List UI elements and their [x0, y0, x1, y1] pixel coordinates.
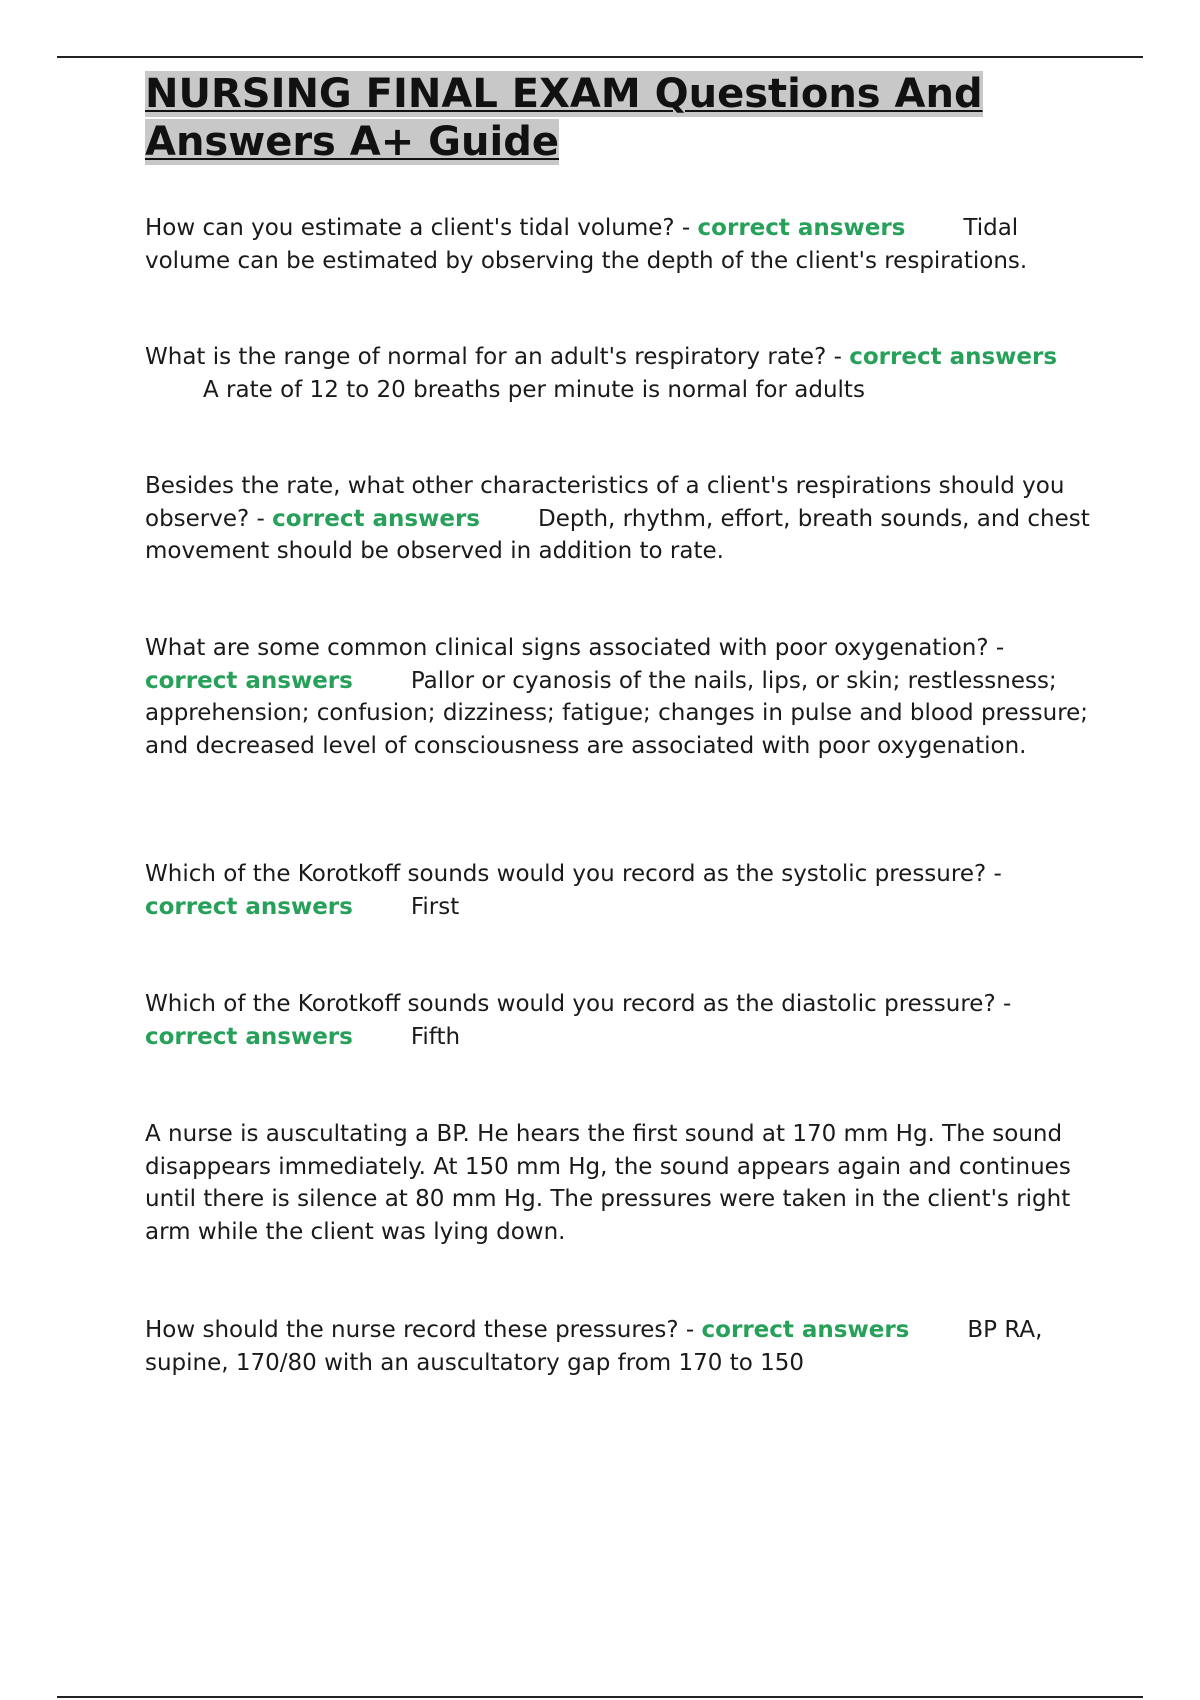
question-text: Which of the Korotkoff sounds would you record as the systolic pressure? - [145, 861, 1002, 887]
answer-text: A rate of 12 to 20 breaths per minute is normal for adults [203, 376, 865, 403]
answer-label: correct answers [272, 505, 480, 532]
qa-item [145, 988, 1095, 1053]
question-text: How can you estimate a client's tidal volume? - [145, 215, 698, 241]
answer-text: Depth, rhythm, effort, breath sounds, and chest movement should be observed in addition to rate. [145, 505, 1090, 564]
answer-label: correct answers [849, 344, 1058, 370]
document-title-text: NURSING FINAL EXAM Questions And Answers A+ Guide [145, 71, 983, 165]
qa-item [145, 341, 1095, 406]
qa-item [145, 470, 1095, 568]
qa-item [145, 632, 1095, 762]
answer-text: Fifth [410, 1023, 461, 1050]
answer-text: First [410, 893, 460, 920]
answer-label: correct answers [701, 1317, 910, 1343]
answer-text: Tidal volume can be estimated by observing the depth of the client's respirations. [145, 215, 1028, 274]
answer-label: correct answers [145, 893, 353, 920]
top-rule [57, 56, 1143, 58]
answer-text: Pallor or cyanosis of the nails, lips, or skin; restlessness; apprehension; confusion; dizziness; fatigue; changes in pulse and blood pressure; and decreased level of consciousness are associated with poor oxygenation. [145, 667, 1089, 759]
question-text: Besides the rate, what other characteristics of a client's respirations should you observe? - [145, 473, 1065, 532]
qa-item [145, 858, 1095, 923]
qa-item [145, 212, 1095, 277]
question-text: What are some common clinical signs associated with poor oxygenation? - [145, 635, 1005, 661]
document-body [145, 70, 1095, 1376]
answer-label: correct answers [145, 667, 353, 694]
qa-item [145, 1314, 1095, 1379]
answer-label: correct answers [697, 215, 906, 241]
answer-text: BP RA, supine, 170/80 with an auscultatory gap from 170 to 150 [145, 1317, 1043, 1376]
scenario-text: A nurse is auscultating a BP. He hears the first sound at 170 mm Hg. The sound disappears immediately. At 150 mm Hg, the sound appears again and continues until there is silence at 80 mm Hg. The pressures were taken in the client's right arm while the client was lying down. [145, 1121, 1071, 1245]
bottom-rule [57, 1696, 1143, 1698]
answer-label: correct answers [145, 1023, 353, 1050]
question-text: How should the nurse record these pressures? - [145, 1317, 702, 1343]
question-text: What is the range of normal for an adult's respiratory rate? - [145, 344, 850, 370]
question-text: Which of the Korotkoff sounds would you record as the diastolic pressure? - [145, 991, 1012, 1017]
document-title [145, 70, 1095, 166]
